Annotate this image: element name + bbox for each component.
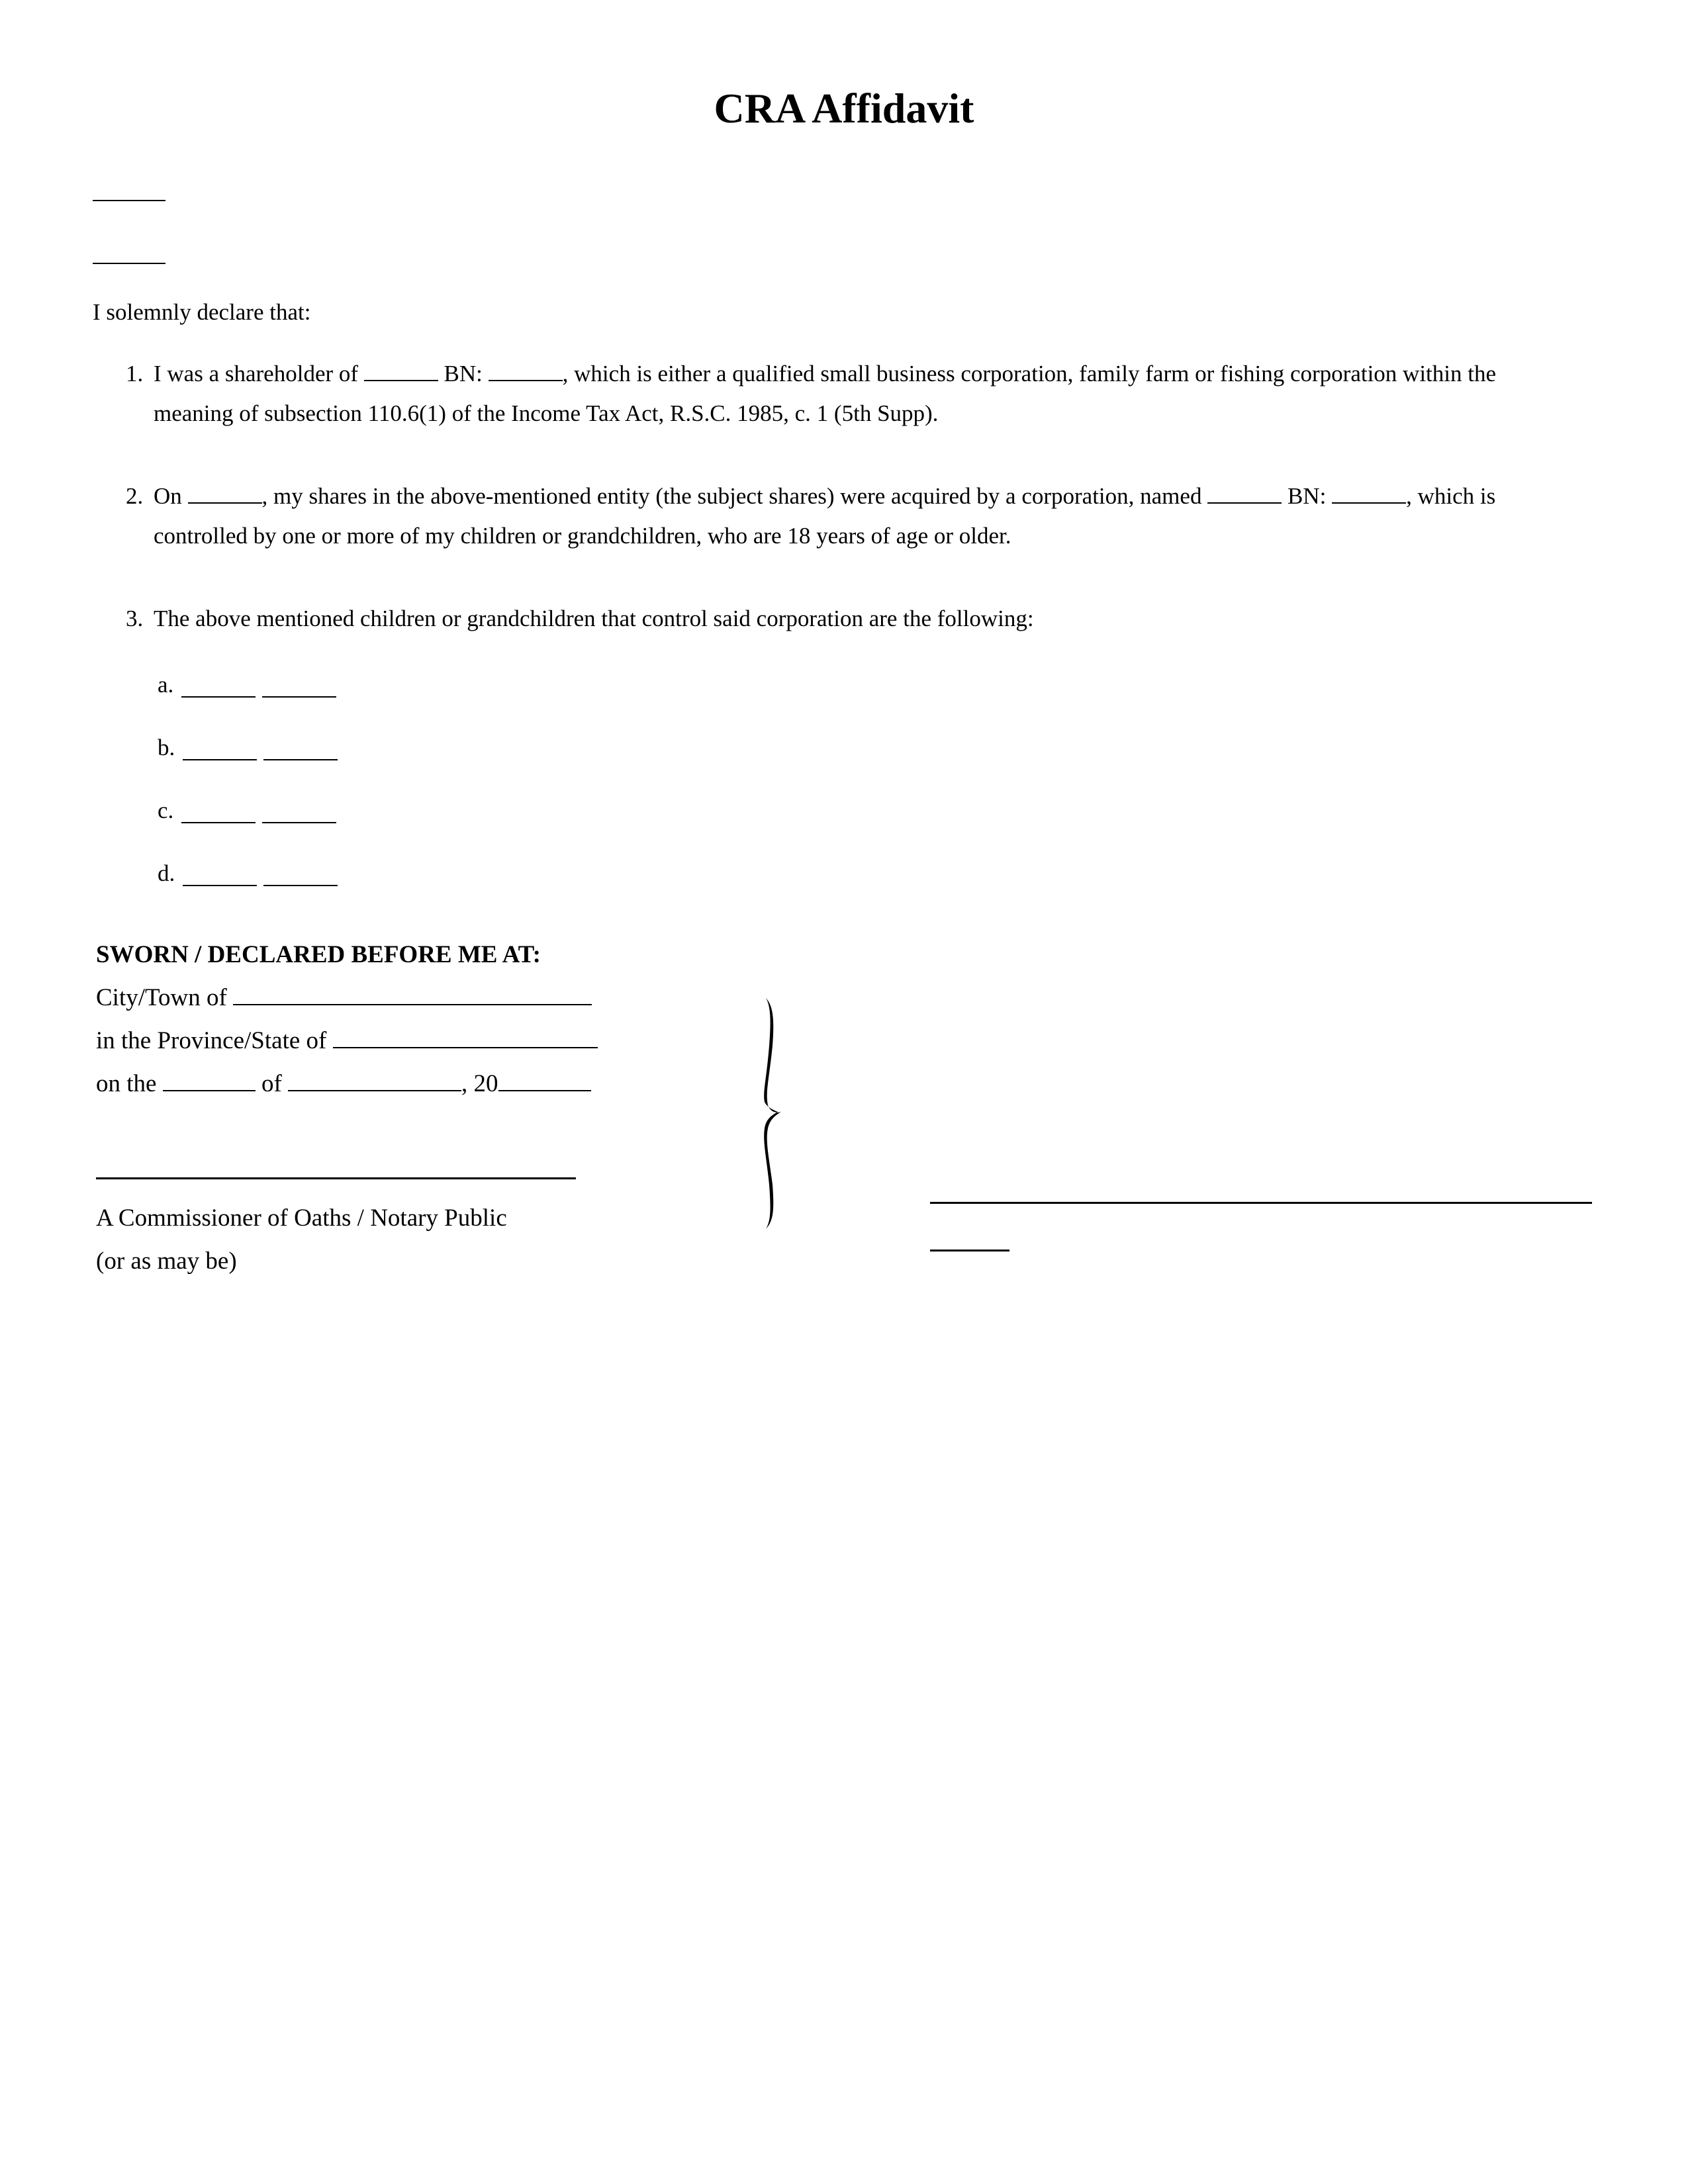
acquisition-date-blank[interactable] (188, 502, 262, 504)
item-1-line-1 (154, 361, 1496, 387)
year-blank[interactable] (498, 1090, 591, 1091)
item-text: , my shares in the above-mentioned entity (the subject shares) were acquired by a corporation, named (261, 483, 1208, 509)
date-line (96, 1070, 591, 1098)
header-blank-line-1[interactable] (93, 200, 165, 201)
intro-text: I solemnly declare that: (93, 299, 311, 325)
corporation-name-blank[interactable] (1207, 502, 1282, 504)
declarant-signature-line[interactable] (930, 1202, 1592, 1204)
item-text: , which is either a qualified small business corporation, family farm or fishing corporation within the (562, 361, 1497, 387)
item-number: 1. (126, 361, 144, 387)
month-blank[interactable] (288, 1090, 461, 1091)
item-number: 3. (126, 606, 144, 631)
shareholder-entity-blank[interactable] (364, 380, 438, 381)
header-blank-line-2[interactable] (93, 263, 165, 264)
sub-item-letter: b. (158, 735, 175, 760)
child-name-blank-1[interactable] (181, 822, 256, 823)
city-line (96, 984, 592, 1012)
document-title: CRA Affidavit (714, 85, 974, 132)
city-label: City/Town of (96, 984, 234, 1011)
province-label: in the Province/State of (96, 1027, 333, 1054)
child-name-blank-1[interactable] (181, 696, 256, 698)
commissioner-note: (or as may be) (96, 1248, 237, 1275)
entity-bn-blank[interactable] (489, 380, 563, 381)
date-label-of: of (255, 1070, 289, 1097)
item-text: I was a shareholder of (154, 361, 364, 387)
item-2-line-2: controlled by one or more of my children or grandchildren, who are 18 years of age or older. (154, 523, 1011, 549)
child-name-blank-1[interactable] (183, 885, 257, 886)
sub-item-letter: d. (158, 860, 175, 886)
sub-item-letter: c. (158, 797, 174, 823)
item-1-line-2: meaning of subsection 110.6(1) of the Income Tax Act, R.S.C. 1985, c. 1 (5th Supp). (154, 400, 939, 426)
commissioner-title: A Commissioner of Oaths / Notary Public (96, 1205, 507, 1232)
sworn-heading: SWORN / DECLARED BEFORE ME AT: (96, 941, 541, 968)
child-name-blank-2[interactable] (263, 759, 338, 760)
province-blank[interactable] (333, 1047, 598, 1048)
commissioner-signature-line[interactable] (96, 1177, 576, 1179)
item-2-line-1 (154, 483, 1495, 510)
item-text: , which is (1406, 483, 1496, 509)
province-line (96, 1027, 598, 1055)
date-label-on: on the (96, 1070, 163, 1097)
item-text: On (154, 483, 188, 509)
corporation-bn-blank[interactable] (1332, 502, 1406, 504)
item-text: BN: (438, 361, 489, 387)
child-name-blank-2[interactable] (262, 822, 336, 823)
declarant-name-blank[interactable] (930, 1250, 1009, 1251)
city-blank[interactable] (233, 1004, 592, 1005)
date-label-year: , 20 (461, 1070, 498, 1097)
child-name-blank-2[interactable] (262, 696, 336, 698)
item-text: BN: (1282, 483, 1333, 509)
sub-item-letter: a. (158, 672, 174, 698)
day-blank[interactable] (163, 1090, 256, 1091)
item-number: 2. (126, 483, 144, 509)
item-3-line-1: The above mentioned children or grandchildren that control said corporation are the following: (154, 606, 1034, 631)
child-name-blank-2[interactable] (263, 885, 338, 886)
child-name-blank-1[interactable] (183, 759, 257, 760)
curly-brace-icon (755, 993, 794, 1234)
